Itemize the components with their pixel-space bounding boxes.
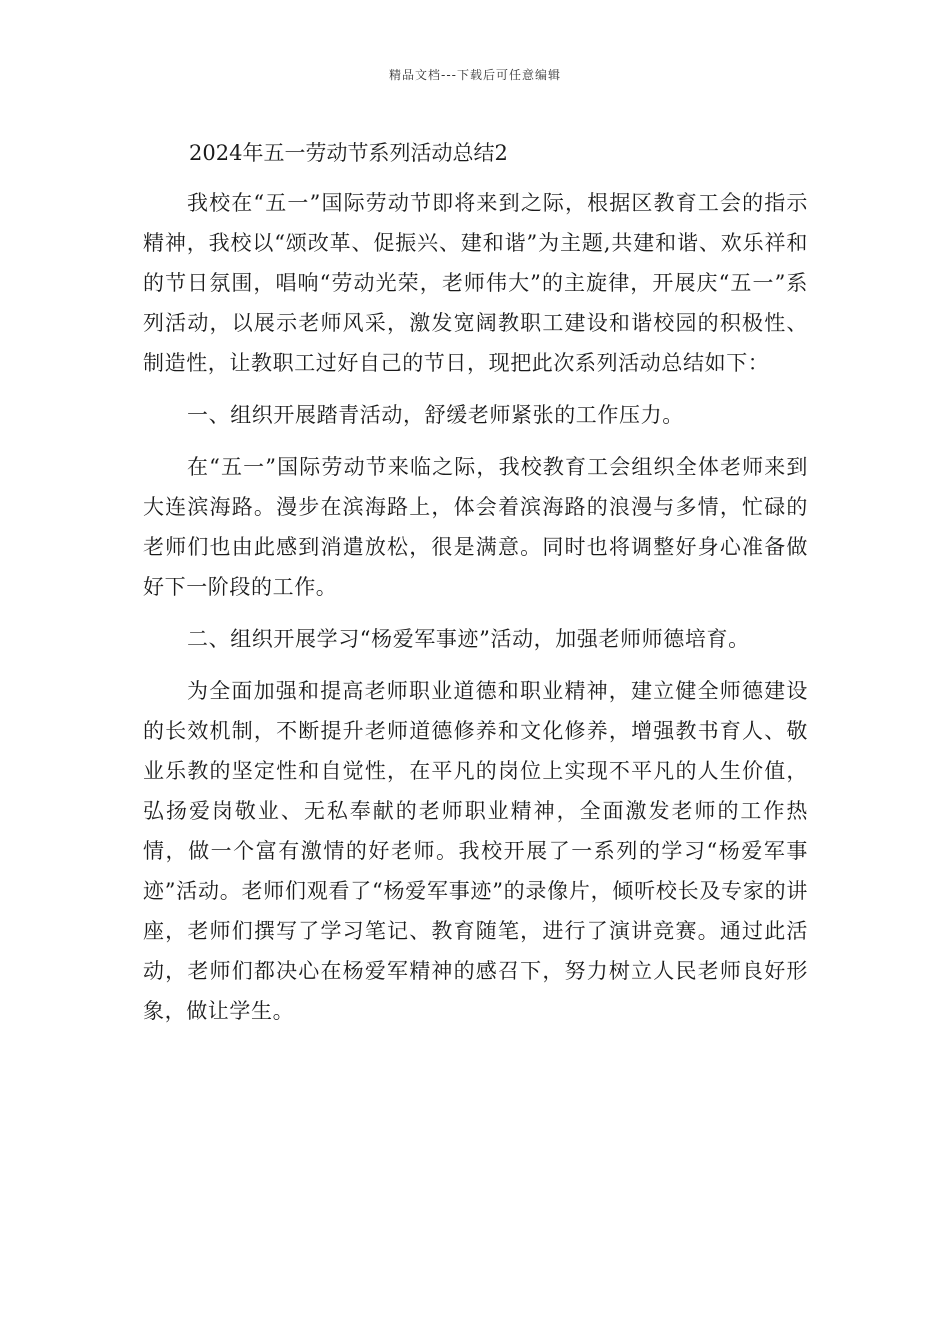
paragraph-section-1: 在“五一”国际劳动节来临之际，我校教育工会组织全体老师来到大连滨海路。漫步在滨海路上，体会着滨海路的浪漫与多情，忙碌的老师们也由此感到消遣放松，很是满意。同时也将调整好身心准备做好下一阶段的工作。	[143, 455, 808, 599]
section-heading-1: 一、组织开展踏青活动，舒缓老师紧张的工作压力。	[187, 403, 684, 427]
paragraph-intro: 我校在“五一”国际劳动节即将来到之际，根据区教育工会的指示精神，我校以“颂改革、促振兴、建和谐”为主题,共建和谐、欢乐祥和的节日氛围，唱响“劳动光荣，老师伟大”的主旋律，开展庆“五一”系列活动，以展示老师风采，激发宽阔教职工建设和谐校园的积极性、制造性，让教职工过好自己的节日，现把此次系列活动总结如下：	[143, 191, 808, 375]
page-header: 精品文档---下载后可任意编辑	[389, 68, 561, 82]
paragraph-section-2: 为全面加强和提高老师职业道德和职业精神，建立健全师德建设的长效机制，不断提升老师道德修养和文化修养，增强教书育人、敬业乐教的坚定性和自觉性，在平凡的岗位上实现不平凡的人生价值，弘扬爱岗敬业、无私奉献的老师职业精神，全面激发老师的工作热情，做一个富有激情的好老师。我校开展了一系列的学习“杨爱军事迹”活动。老师们观看了“杨爱军事迹”的录像片，倾听校长及专家的讲座，老师们撰写了学习笔记、教育随笔，进行了演讲竞赛。通过此活动，老师们都决心在杨爱军精神的感召下，努力树立人民老师良好形象，做让学生。	[143, 679, 808, 1023]
document-title: 2024年五一劳动节系列活动总结2	[189, 141, 508, 165]
document-body	[143, 135, 808, 1043]
section-heading-2: 二、组织开展学习“杨爱军事迹”活动，加强老师师德培育。	[187, 627, 750, 651]
